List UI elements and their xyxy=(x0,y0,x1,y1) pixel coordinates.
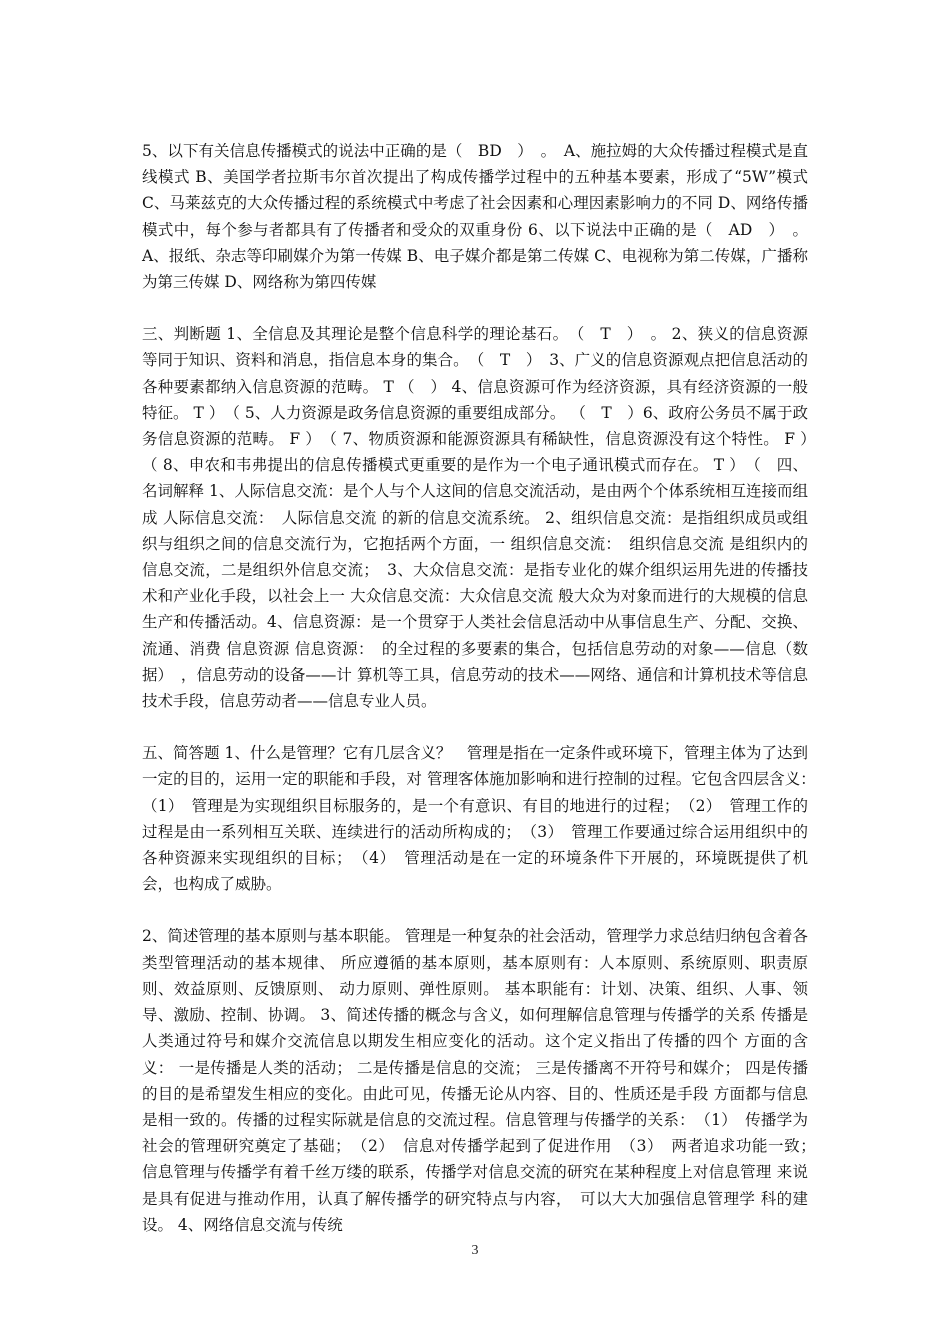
paragraph-gap xyxy=(142,714,808,740)
document-body xyxy=(142,138,824,1238)
paragraph-gap xyxy=(142,295,808,321)
paragraph-choice-questions: 5、以下有关信息传播模式的说法中正确的是（ BD ） 。 A、施拉姆的大众传播过程模式是直线模式 B、美国学者拉斯韦尔首次提出了构成传播学过程中的五种基本要素，形成了“5W”模式 C、马莱兹克的大众传播过程的系统模式中考虑了社会因素和心理因素影响力的不同 D、网络传播模式中，每个参与者都具有了传播者和受众的双重身份 6、以下说法中正确的是（ AD ） 。A、报纸、杂志等印刷媒介为第一传媒 B、电子媒介都是第二传媒 C、电视称为第二传媒，广播称为第三传媒 D、网络称为第四传媒 xyxy=(142,142,808,292)
paragraph-true-false-and-definitions: 三、判断题 1、全信息及其理论是整个信息科学的理论基石。 （ T ） 。 2、狭义的信息资源等同于知识、资料和消息，指信息本身的集合。 （ T ） 3、广义的信息资源观点把信息活动的各种要素都纳入信息资源的范畴。 T （ ） 4、信息资源可作为经济资源，具有经济资源的一般特征。 T ） （ 5、人力资源是政务信息资源的重要组成部分。 （ T ）6、政府公务员不属于政务信息资源的范畴。 F ） （ 7、物质资源和能源资源具有稀缺性，信息资源没有这个特性。 F ） （ 8、申农和韦弗提出的信息传播模式更重要的是作为一个电子通讯模式而存在。 T ） （ 四、名词解释 1、人际信息交流：是个人与个人这间的信息交流活动，是由两个个体系统相互连接而组成 人际信息交流： 人际信息交流 的新的信息交流系统。 2、组织信息交流：是指组织成员或组织与组织之间的信息交流行为，它抱括两个方面，一 组织信息交流： 组织信息交流 是组织内的信息交流，二是组织外信息交流； 3、大众信息交流：是指专业化的媒介组织运用先进的传播技术和产业化手段，以社会上一 大众信息交流：大众信息交流 般大众为对象而进行的大规模的信息生产和传播活动。4、信息资源：是一个贯穿于人类社会信息活动中从事信息生产、分配、交换、流通、消费 信息资源 信息资源： 的全过程的多要素的集合，包括信息劳动的对象——信息（数据） ，信息劳动的设备——计 算机等工具，信息劳动的技术——网络、通信和计算机技术等信息技术手段，信息劳动者——信息专业人员。 xyxy=(142,325,824,711)
paragraph-short-answer-2: 2、简述管理的基本原则与基本职能。 管理是一种复杂的社会活动，管理学力求总结归纳包含着各类型管理活动的基本规律、 所应遵循的基本原则，基本原则有：人本原则、系统原则、职责原则、效益原则、反馈原则、 动力原则、弹性原则。 基本职能有：计划、决策、组织、人事、领导、激励、控制、协调。 3、简述传播的概念与含义，如何理解信息管理与传播学的关系 传播是人类通过符号和媒介交流信息以期发生相应变化的活动。这个定义指出了传播的四个 方面的含义： 一是传播是人类的活动； 二是传播是信息的交流； 三是传播离不开符号和媒介； 四是传播的目的是希望发生相应的变化。由此可见，传播无论从内容、目的、性质还是手段 方面都与信息是相一致的。传播的过程实际就是信息的交流过程。信息管理与传播学的关系： （1） 传播学为社会的管理研究奠定了基础； （2） 信息对传播学起到了促进作用 （3） 两者追求功能一致； 信息管理与传播学有着千丝万缕的联系，传播学对信息交流的研究在某种程度上对信息管理 来说是具有促进与推动作用，认真了解传播学的研究特点与内容， 可以大大加强信息管理学 科的建设。 4、网络信息交流与传统 xyxy=(142,927,824,1234)
paragraph-gap xyxy=(142,897,808,923)
paragraph-short-answer-1: 五、简答题 1、什么是管理？它有几层含义？ 管理是指在一定条件或环境下，管理主体为了达到一定的目的，运用一定的职能和手段，对 管理客体施加影响和进行控制的过程。它包含四层含义： （1） 管理是为实现组织目标服务的，是一个有意识、有目的地进行的过程； （2） 管理工作的过程是由一系列相互关联、连续进行的活动所构成的； （3） 管理工作要通过综合运用组织中的各种资源来实现组织的目标； （4） 管理活动是在一定的环境条件下开展的，环境既提供了机会，也构成了威胁。 xyxy=(142,744,824,894)
page-number: 3 xyxy=(471,1243,479,1258)
